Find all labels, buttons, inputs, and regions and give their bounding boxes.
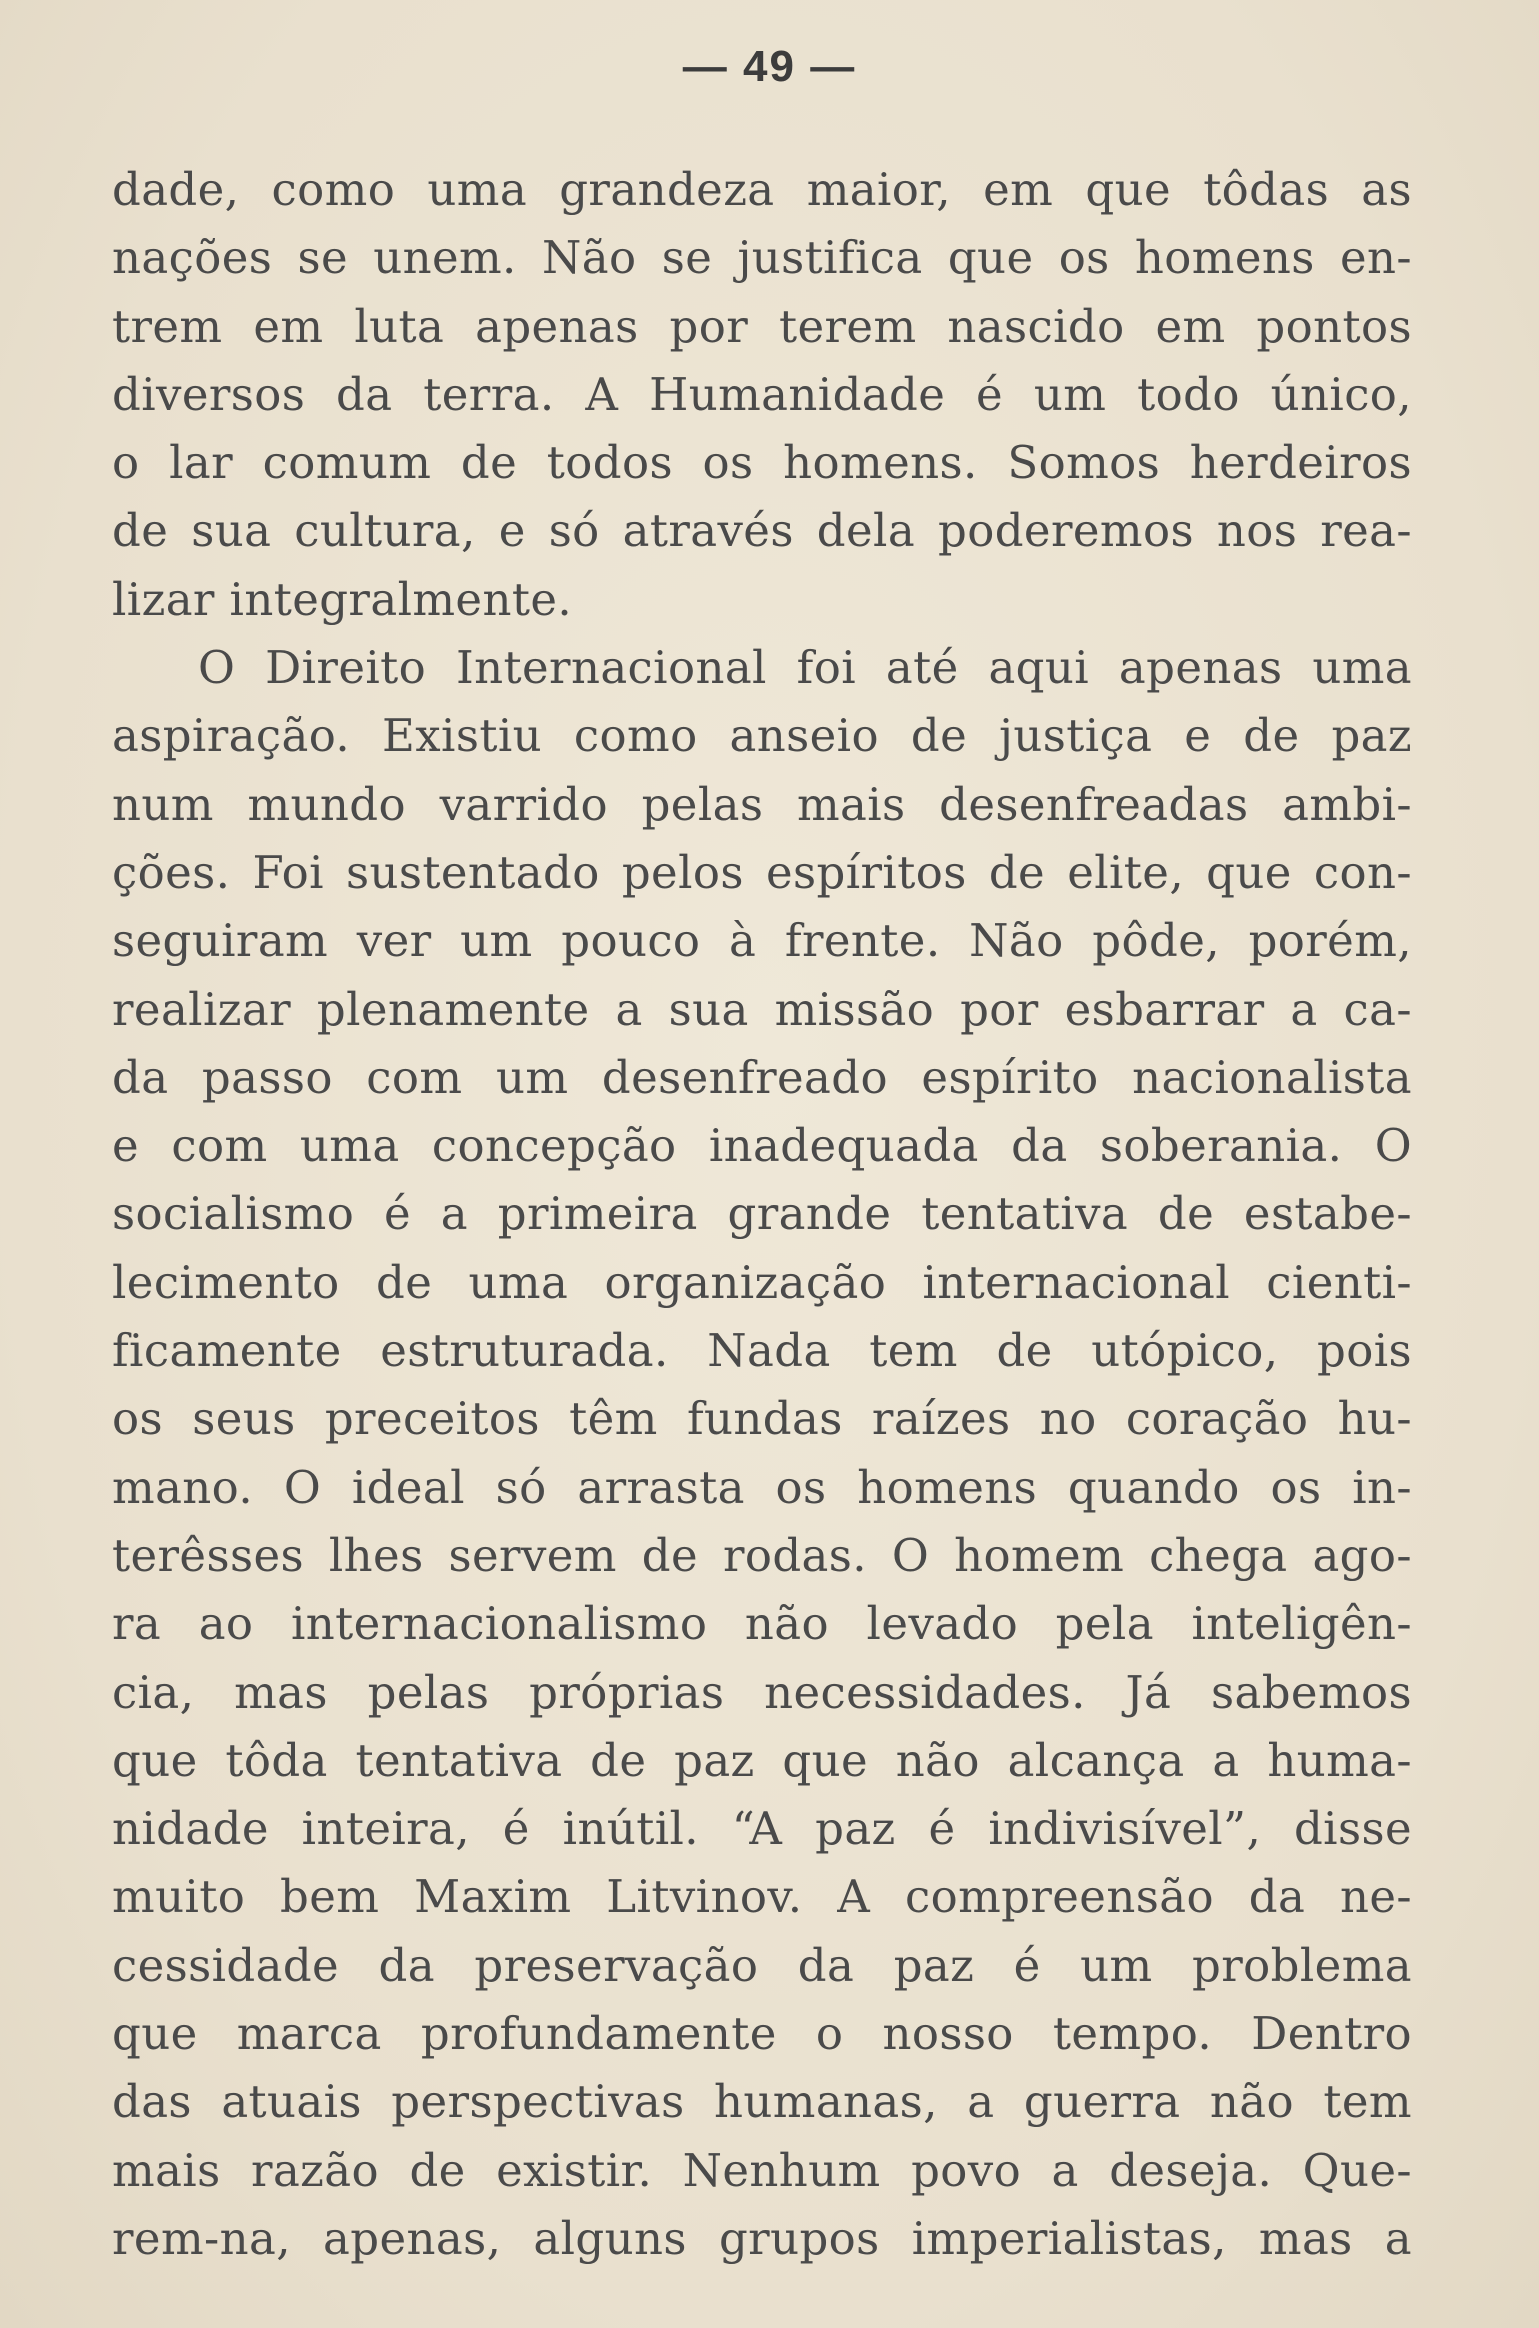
- text-line: dade, como uma grandeza maior, em que tôdas as: [112, 163, 1412, 216]
- text-line: aspiração. Existiu como anseio de justiça e de paz: [112, 709, 1412, 763]
- text-line: de sua cultura, e só através dela poderemos nos rea-: [112, 504, 1412, 558]
- text-line: diversos da terra. A Humanidade é um todo único,: [112, 367, 1412, 421]
- text-line: nações se unem. Não se justifica que os homens en-: [112, 231, 1412, 285]
- text-line: lecimento de uma organização internacional cienti-: [112, 1255, 1412, 1309]
- text-line: mano. O ideal só arrasta os homens quando os in-: [112, 1460, 1412, 1514]
- text-line: e com uma concepção inadequada da soberania. O: [112, 1119, 1412, 1173]
- text-line: da passo com um desenfreado espírito nacionalista: [112, 1050, 1412, 1104]
- page-number: — 49 —: [682, 42, 857, 91]
- text-line: seguiram ver um pouco à frente. Não pôde, porém,: [112, 914, 1412, 968]
- text-line: ficamente estruturada. Nada tem de utópico, pois: [112, 1324, 1412, 1378]
- text-line: socialismo é a primeira grande tentativa de estabe-: [112, 1187, 1412, 1241]
- text-line: realizar plenamente a sua missão por esbarrar a ca-: [112, 982, 1412, 1036]
- text-line: trem em luta apenas por terem nascido em pontos: [112, 299, 1412, 353]
- text-line: das atuais perspectivas humanas, a guerra não tem: [112, 2075, 1412, 2129]
- text-line: que tôda tentativa de paz que não alcança a huma-: [112, 1733, 1412, 1787]
- text-line: terêsses lhes servem de rodas. O homem chega ago-: [112, 1528, 1412, 1582]
- text-line: ções. Foi sustentado pelos espíritos de elite, que con-: [112, 845, 1412, 899]
- text-line: muito bem Maxim Litvinov. A compreensão da ne-: [112, 1870, 1412, 1924]
- text-line: que marca profundamente o nosso tempo. Dentro: [112, 2007, 1412, 2061]
- body-text: [112, 156, 1412, 2273]
- text-line: nidade inteira, é inútil. “A paz é indivisível”, disse: [112, 1802, 1412, 1856]
- text-line: mais razão de existir. Nenhum povo a deseja. Que-: [112, 2143, 1412, 2197]
- text-line: num mundo varrido pelas mais desenfreadas ambi-: [112, 777, 1412, 831]
- text-line: O Direito Internacional foi até aqui apenas uma: [198, 641, 1412, 695]
- text-line: lizar integralmente.: [112, 572, 573, 626]
- text-line: cessidade da preservação da paz é um problema: [112, 1938, 1412, 1992]
- text-line: o lar comum de todos os homens. Somos herdeiros: [112, 436, 1412, 490]
- text-line: rem-na, apenas, alguns grupos imperialistas, mas a: [112, 2211, 1412, 2265]
- text-line: os seus preceitos têm fundas raízes no coração hu-: [112, 1392, 1412, 1446]
- text-line: cia, mas pelas próprias necessidades. Já sabemos: [112, 1665, 1412, 1719]
- text-line: ra ao internacionalismo não levado pela inteligên-: [112, 1597, 1412, 1651]
